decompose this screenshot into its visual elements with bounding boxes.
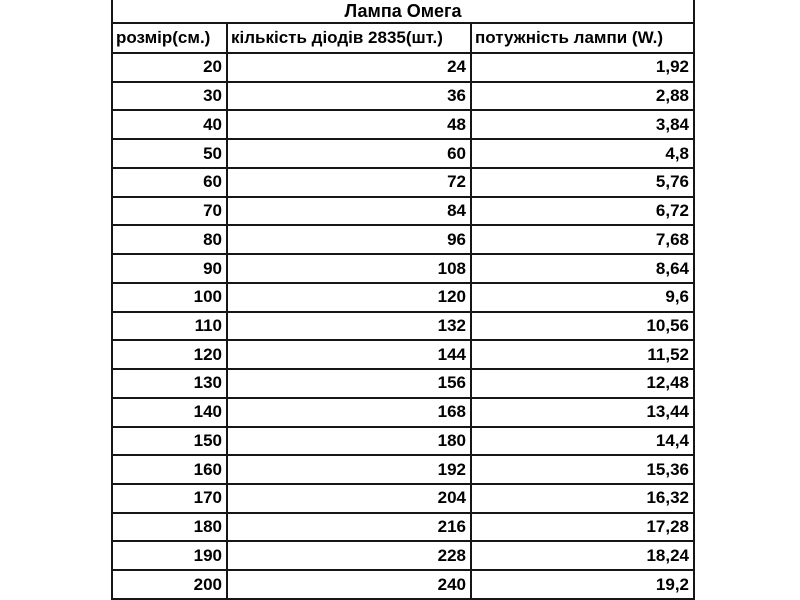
diodes-cell: 156 xyxy=(227,369,471,398)
table-row xyxy=(112,139,694,168)
size-cell: 110 xyxy=(112,312,227,341)
size-cell: 40 xyxy=(112,110,227,139)
size-cell: 100 xyxy=(112,283,227,312)
size-cell: 170 xyxy=(112,484,227,513)
power-cell: 4,8 xyxy=(471,139,694,168)
power-cell: 12,48 xyxy=(471,369,694,398)
table-header-row xyxy=(112,23,694,53)
size-cell: 60 xyxy=(112,168,227,197)
diodes-cell: 72 xyxy=(227,168,471,197)
power-cell: 6,72 xyxy=(471,197,694,226)
power-cell: 9,6 xyxy=(471,283,694,312)
table-row xyxy=(112,312,694,341)
size-cell: 50 xyxy=(112,139,227,168)
table-row xyxy=(112,513,694,542)
diodes-cell: 180 xyxy=(227,427,471,456)
table-row xyxy=(112,197,694,226)
table-title: Лампа Омега xyxy=(112,0,694,23)
table-row xyxy=(112,570,694,599)
power-cell: 13,44 xyxy=(471,398,694,427)
size-cell: 150 xyxy=(112,427,227,456)
size-cell: 70 xyxy=(112,197,227,226)
column-header-power: потужність лампи (W.) xyxy=(471,23,694,53)
diodes-cell: 228 xyxy=(227,541,471,570)
diodes-cell: 24 xyxy=(227,53,471,82)
table-row xyxy=(112,455,694,484)
table-row xyxy=(112,254,694,283)
size-cell: 130 xyxy=(112,369,227,398)
size-cell: 20 xyxy=(112,53,227,82)
diodes-cell: 240 xyxy=(227,570,471,599)
diodes-cell: 168 xyxy=(227,398,471,427)
power-cell: 11,52 xyxy=(471,340,694,369)
column-header-size: розмір(см.) xyxy=(112,23,227,53)
diodes-cell: 48 xyxy=(227,110,471,139)
power-cell: 7,68 xyxy=(471,225,694,254)
table-title-row xyxy=(112,0,694,23)
diodes-cell: 84 xyxy=(227,197,471,226)
table-row xyxy=(112,283,694,312)
size-cell: 30 xyxy=(112,82,227,111)
table-row xyxy=(112,110,694,139)
column-header-diodes: кількість діодів 2835(шт.) xyxy=(227,23,471,53)
table-row xyxy=(112,484,694,513)
size-cell: 180 xyxy=(112,513,227,542)
size-cell: 140 xyxy=(112,398,227,427)
power-cell: 8,64 xyxy=(471,254,694,283)
power-cell: 18,24 xyxy=(471,541,694,570)
diodes-cell: 36 xyxy=(227,82,471,111)
size-cell: 120 xyxy=(112,340,227,369)
table-row xyxy=(112,168,694,197)
table-row xyxy=(112,53,694,82)
power-cell: 14,4 xyxy=(471,427,694,456)
power-cell: 17,28 xyxy=(471,513,694,542)
size-cell: 80 xyxy=(112,225,227,254)
diodes-cell: 216 xyxy=(227,513,471,542)
diodes-cell: 132 xyxy=(227,312,471,341)
table-row xyxy=(112,225,694,254)
power-cell: 2,88 xyxy=(471,82,694,111)
power-cell: 10,56 xyxy=(471,312,694,341)
diodes-cell: 108 xyxy=(227,254,471,283)
lamp-spec-table xyxy=(111,0,695,600)
power-cell: 19,2 xyxy=(471,570,694,599)
power-cell: 1,92 xyxy=(471,53,694,82)
table-row xyxy=(112,427,694,456)
size-cell: 200 xyxy=(112,570,227,599)
diodes-cell: 120 xyxy=(227,283,471,312)
table-row xyxy=(112,541,694,570)
power-cell: 3,84 xyxy=(471,110,694,139)
diodes-cell: 144 xyxy=(227,340,471,369)
diodes-cell: 192 xyxy=(227,455,471,484)
diodes-cell: 204 xyxy=(227,484,471,513)
table-row xyxy=(112,82,694,111)
diodes-cell: 96 xyxy=(227,225,471,254)
power-cell: 5,76 xyxy=(471,168,694,197)
table-row xyxy=(112,369,694,398)
diodes-cell: 60 xyxy=(227,139,471,168)
table-body xyxy=(112,53,694,599)
power-cell: 16,32 xyxy=(471,484,694,513)
size-cell: 90 xyxy=(112,254,227,283)
size-cell: 160 xyxy=(112,455,227,484)
table-row xyxy=(112,398,694,427)
size-cell: 190 xyxy=(112,541,227,570)
power-cell: 15,36 xyxy=(471,455,694,484)
table-row xyxy=(112,340,694,369)
